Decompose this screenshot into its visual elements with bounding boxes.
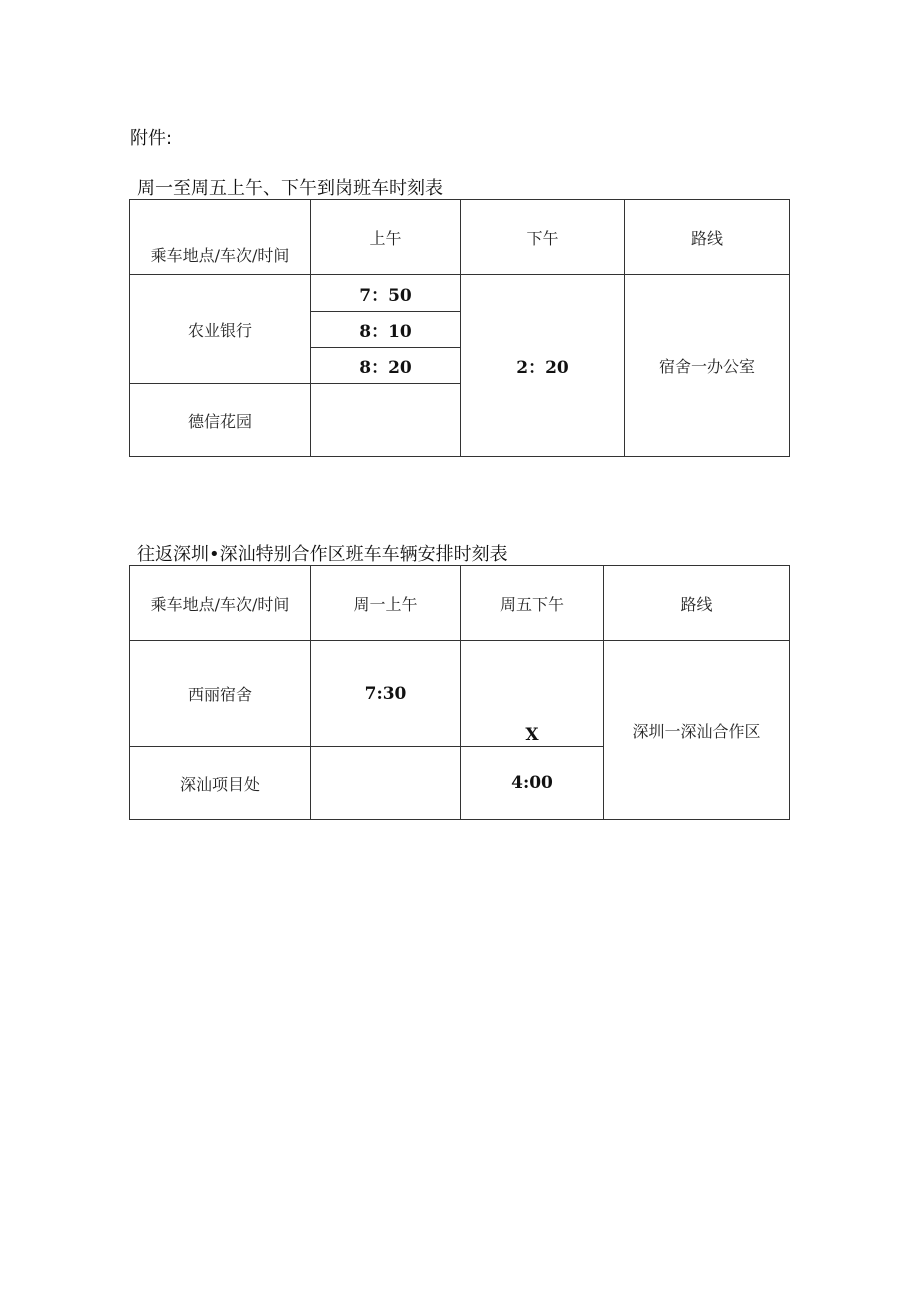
table1-title: 周一至周五上午、下午到岗班车时刻表 [137, 178, 443, 199]
table1-header-route: 路线 [690, 228, 723, 248]
table1-am-time-1: 7：50 [359, 285, 412, 306]
table2-route: 深圳一深汕合作区 [632, 721, 761, 741]
table1-border-right [789, 199, 790, 457]
table1-am-time-2: 8：10 [359, 322, 412, 342]
table2-header-route: 路线 [680, 594, 713, 614]
table2-title: 往返深圳•深汕特别合作区班车车辆安排时刻表 [137, 544, 508, 565]
table1-header-corner: 乘车地点/车次/时间 [150, 246, 290, 265]
table2-location-xili-dorm: 西丽宿舍 [187, 685, 252, 704]
table1-pm-time: 2：20 [516, 358, 569, 378]
table2-fri-pm-time: 4:00 [511, 773, 553, 793]
table1-header-am: 上午 [369, 228, 402, 248]
table1-location-nongye-bank: 农业银行 [187, 320, 252, 340]
table1-header-pm: 下午 [526, 228, 559, 248]
table1-location-dexin-garden: 德信花园 [187, 411, 252, 431]
table2-fri-pm-mark: X [525, 725, 539, 745]
table1-route: 宿舍一办公室 [658, 357, 755, 376]
table2-border-right [789, 565, 790, 820]
table2-mon-am-time: 7:30 [364, 683, 407, 704]
attachment-label: 附件: [130, 128, 173, 149]
table2-header-mon-am: 周一上午 [353, 594, 418, 614]
table2-location-shenshan-office: 深汕项目处 [179, 774, 260, 794]
table1-am-time-3: 8：20 [359, 358, 412, 378]
table2-header-corner: 乘车地点/车次/时间 [150, 594, 290, 614]
table2-header-fri-pm: 周五下午 [499, 594, 564, 614]
